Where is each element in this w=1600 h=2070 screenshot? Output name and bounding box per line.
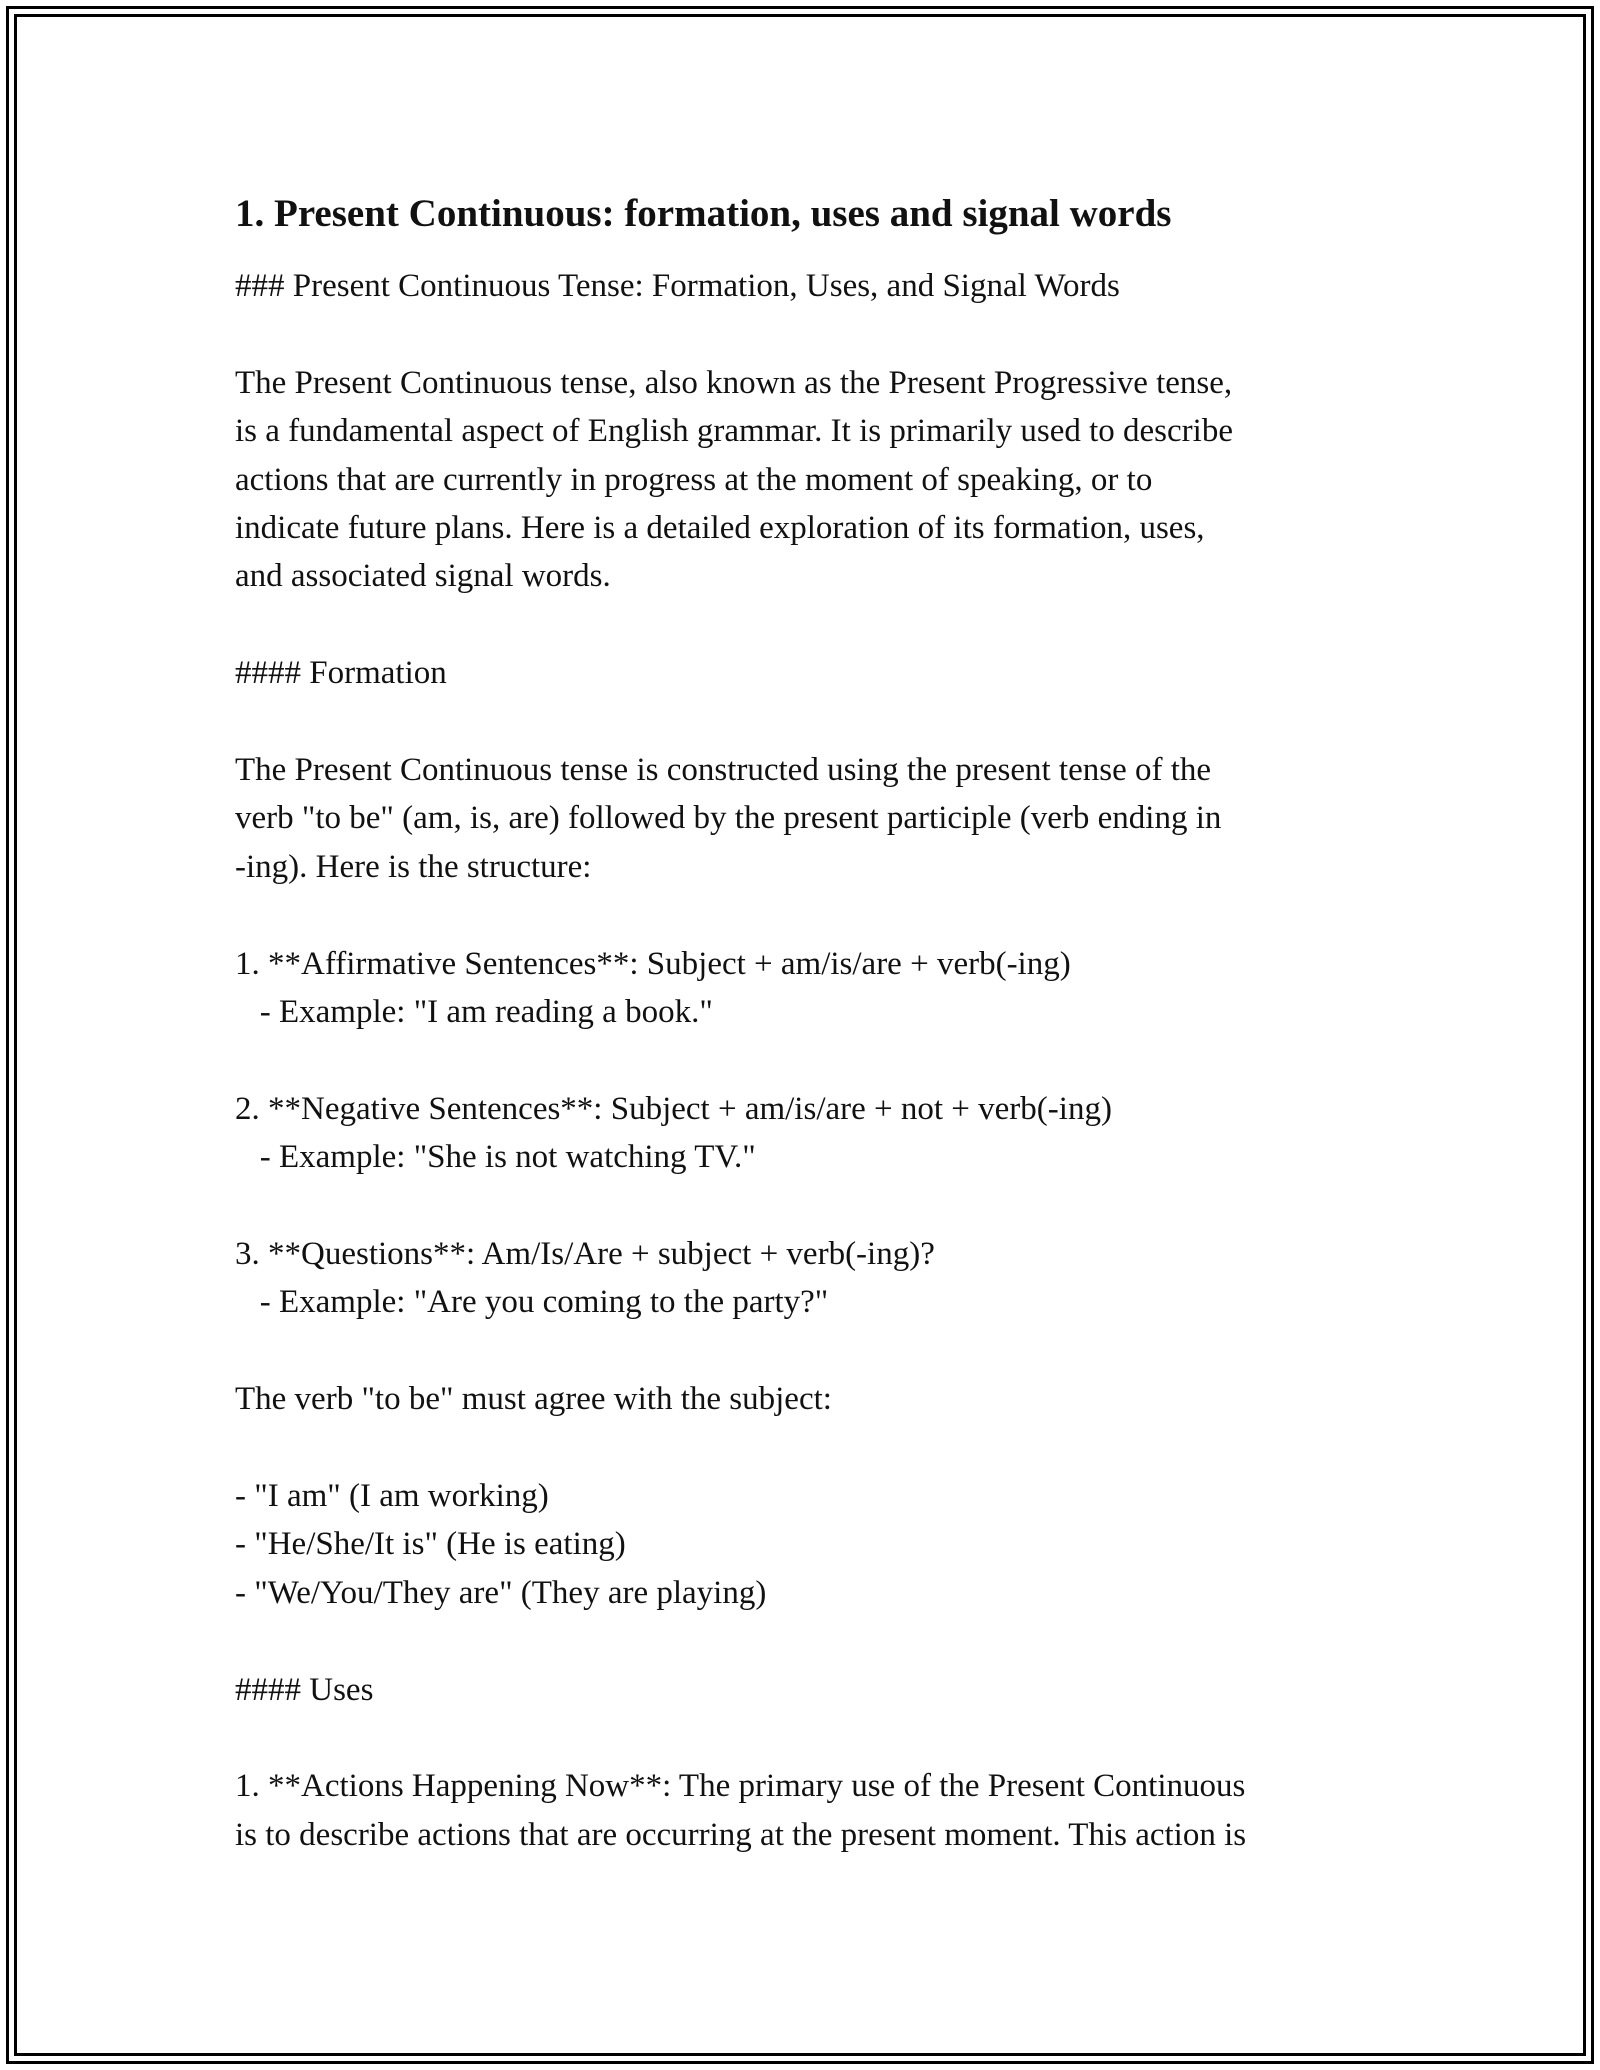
blank-line <box>235 1327 1375 1375</box>
text-line: 1. **Actions Happening Now**: The primary use of the Present Continuous <box>235 1768 1246 1805</box>
document-body <box>235 190 1375 1859</box>
text-line: 3. **Questions**: Am/Is/Are + subject + verb(-ing)? <box>235 1236 935 1273</box>
text-line: verb "to be" (am, is, are) followed by the present participle (verb ending in <box>235 800 1222 837</box>
text-line: and associated signal words. <box>235 558 611 595</box>
text-line: - "We/You/They are" (They are playing) <box>235 1574 767 1611</box>
text-line: #### Uses <box>235 1671 374 1708</box>
text-line: actions that are currently in progress at the moment of speaking, or to <box>235 461 1153 498</box>
text-line: 2. **Negative Sentences**: Subject + am/is/are + not + verb(-ing) <box>235 1090 1112 1127</box>
text-line: - Example: "I am reading a book." <box>235 994 713 1031</box>
text-line: indicate future plans. Here is a detailed exploration of its formation, uses, <box>235 510 1205 547</box>
text-line: is to describe actions that are occurring at the present moment. This action is <box>235 1816 1247 1853</box>
text-line: - Example: "She is not watching TV." <box>235 1139 756 1176</box>
text-line: The Present Continuous tense is constructed using the present tense of the <box>235 752 1212 789</box>
text-line: - Example: "Are you coming to the party?" <box>235 1284 829 1321</box>
text-line: The Present Continuous tense, also known as the Present Progressive tense, <box>235 364 1233 401</box>
blank-line <box>235 1182 1375 1230</box>
text-line: -ing). Here is the structure: <box>235 848 592 885</box>
text-line: is a fundamental aspect of English grammar. It is primarily used to describe <box>235 413 1233 450</box>
blank-line <box>235 601 1375 649</box>
text-line: The verb "to be" must agree with the subject: <box>235 1381 832 1418</box>
blank-line <box>235 891 1375 939</box>
blank-line <box>235 1424 1375 1472</box>
text-line: - "He/She/It is" (He is eating) <box>235 1526 626 1563</box>
blank-line <box>235 1617 1375 1665</box>
text-line: #### Formation <box>235 655 447 692</box>
document-text <box>235 262 1375 1859</box>
document-title: 1. Present Continuous: formation, uses and signal words <box>235 192 1172 235</box>
blank-line <box>235 1036 1375 1084</box>
blank-line <box>235 698 1375 746</box>
blank-line <box>235 310 1375 358</box>
text-line: ### Present Continuous Tense: Formation, Uses, and Signal Words <box>235 268 1120 304</box>
blank-line <box>235 1714 1375 1762</box>
text-line: 1. **Affirmative Sentences**: Subject + am/is/are + verb(-ing) <box>235 945 1071 982</box>
text-line: - "I am" (I am working) <box>235 1478 549 1515</box>
